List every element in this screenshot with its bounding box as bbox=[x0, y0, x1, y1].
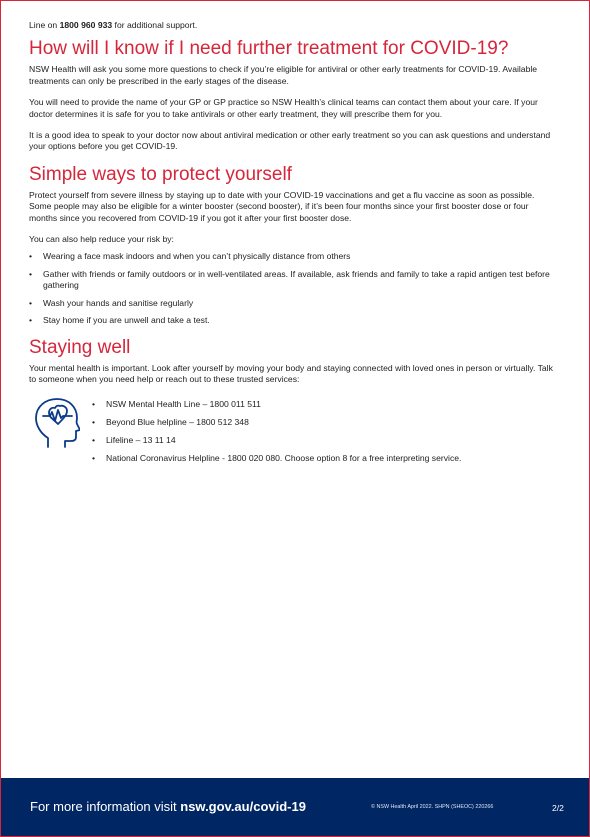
list-item: • Wearing a face mask indoors and when you can’t physically distance from others bbox=[29, 251, 559, 262]
list-item: • Stay home if you are unwell and take a test. bbox=[29, 315, 559, 326]
protect-intro: Protect yourself from severe illness by staying up to date with your COVID-19 vaccinations and get a flu vaccine as soon as possible. Some people may also be eligible for a winter booster (second booster), if it’s been four months since your first booster dose or four months since you recovered from COVID-19 if you got it after your first booster dose. bbox=[29, 189, 535, 223]
list-item: • Wash your hands and sanitise regularly bbox=[29, 298, 559, 309]
treatment-paragraph-1: NSW Health will ask you some more questions to check if you’re eligible for antiviral or other early treatments for COVID-19. Available treatments can only be prescribed in the early stages of the disease. bbox=[29, 64, 538, 86]
head-heartbeat-icon bbox=[32, 397, 80, 449]
well-intro: Your mental health is important. Look after yourself by moving your body and staying connected with loved ones in person or virtually. Talk to someone when you need help or reach out to these trusted services: bbox=[29, 362, 553, 384]
treatment-heading: How will I know if I need further treatment for COVID-19? bbox=[29, 38, 509, 60]
protect-heading: Simple ways to protect yourself bbox=[29, 163, 292, 185]
more-info-text: For more information visit nsw.gov.au/covid-19 bbox=[30, 799, 306, 814]
footer-bar bbox=[1, 778, 589, 836]
protect-list bbox=[29, 251, 559, 326]
list-item: • Gather with friends or family outdoors or in well-ventilated areas. If available, ask friends and family to take a rapid antigen test before gathering bbox=[29, 269, 559, 292]
page-number: 2/2 bbox=[552, 803, 564, 813]
services-block bbox=[29, 395, 559, 463]
support-line: Line on 1800 960 933 for additional support. bbox=[29, 20, 198, 30]
treatment-paragraph-3: It is a good idea to speak to your doctor now about antiviral medication or other early treatment so you can ask questions and understand your options before you get COVID-19. bbox=[29, 130, 551, 152]
support-phone: 1800 960 933 bbox=[59, 20, 113, 30]
service-item: • Beyond Blue helpline – 1800 512 348 bbox=[92, 417, 562, 428]
protect-list-intro: You can also help reduce your risk by: bbox=[29, 234, 174, 245]
page-content bbox=[29, 20, 559, 463]
service-item: • Lifeline – 13 11 14 bbox=[92, 435, 562, 446]
footer-url-link[interactable]: nsw.gov.au/covid-19 bbox=[180, 799, 306, 814]
treatment-paragraph-2: You will need to provide the name of your GP or GP practice so NSW Health’s clinical teams can contact them about your care. If your doctor determines it is safe for you to take antivirals or other early treatment, they will prescribe them for you. bbox=[29, 97, 538, 119]
service-item: • National Coronavirus Helpline - 1800 020 080. Choose option 8 for a free interpreting service. bbox=[92, 453, 562, 464]
services-list bbox=[92, 399, 562, 470]
service-item: • NSW Mental Health Line – 1800 011 511 bbox=[92, 399, 562, 410]
copyright-text: © NSW Health April 2022. SHPN (SHEOC) 220266 bbox=[371, 804, 494, 810]
well-heading: Staying well bbox=[29, 336, 131, 358]
